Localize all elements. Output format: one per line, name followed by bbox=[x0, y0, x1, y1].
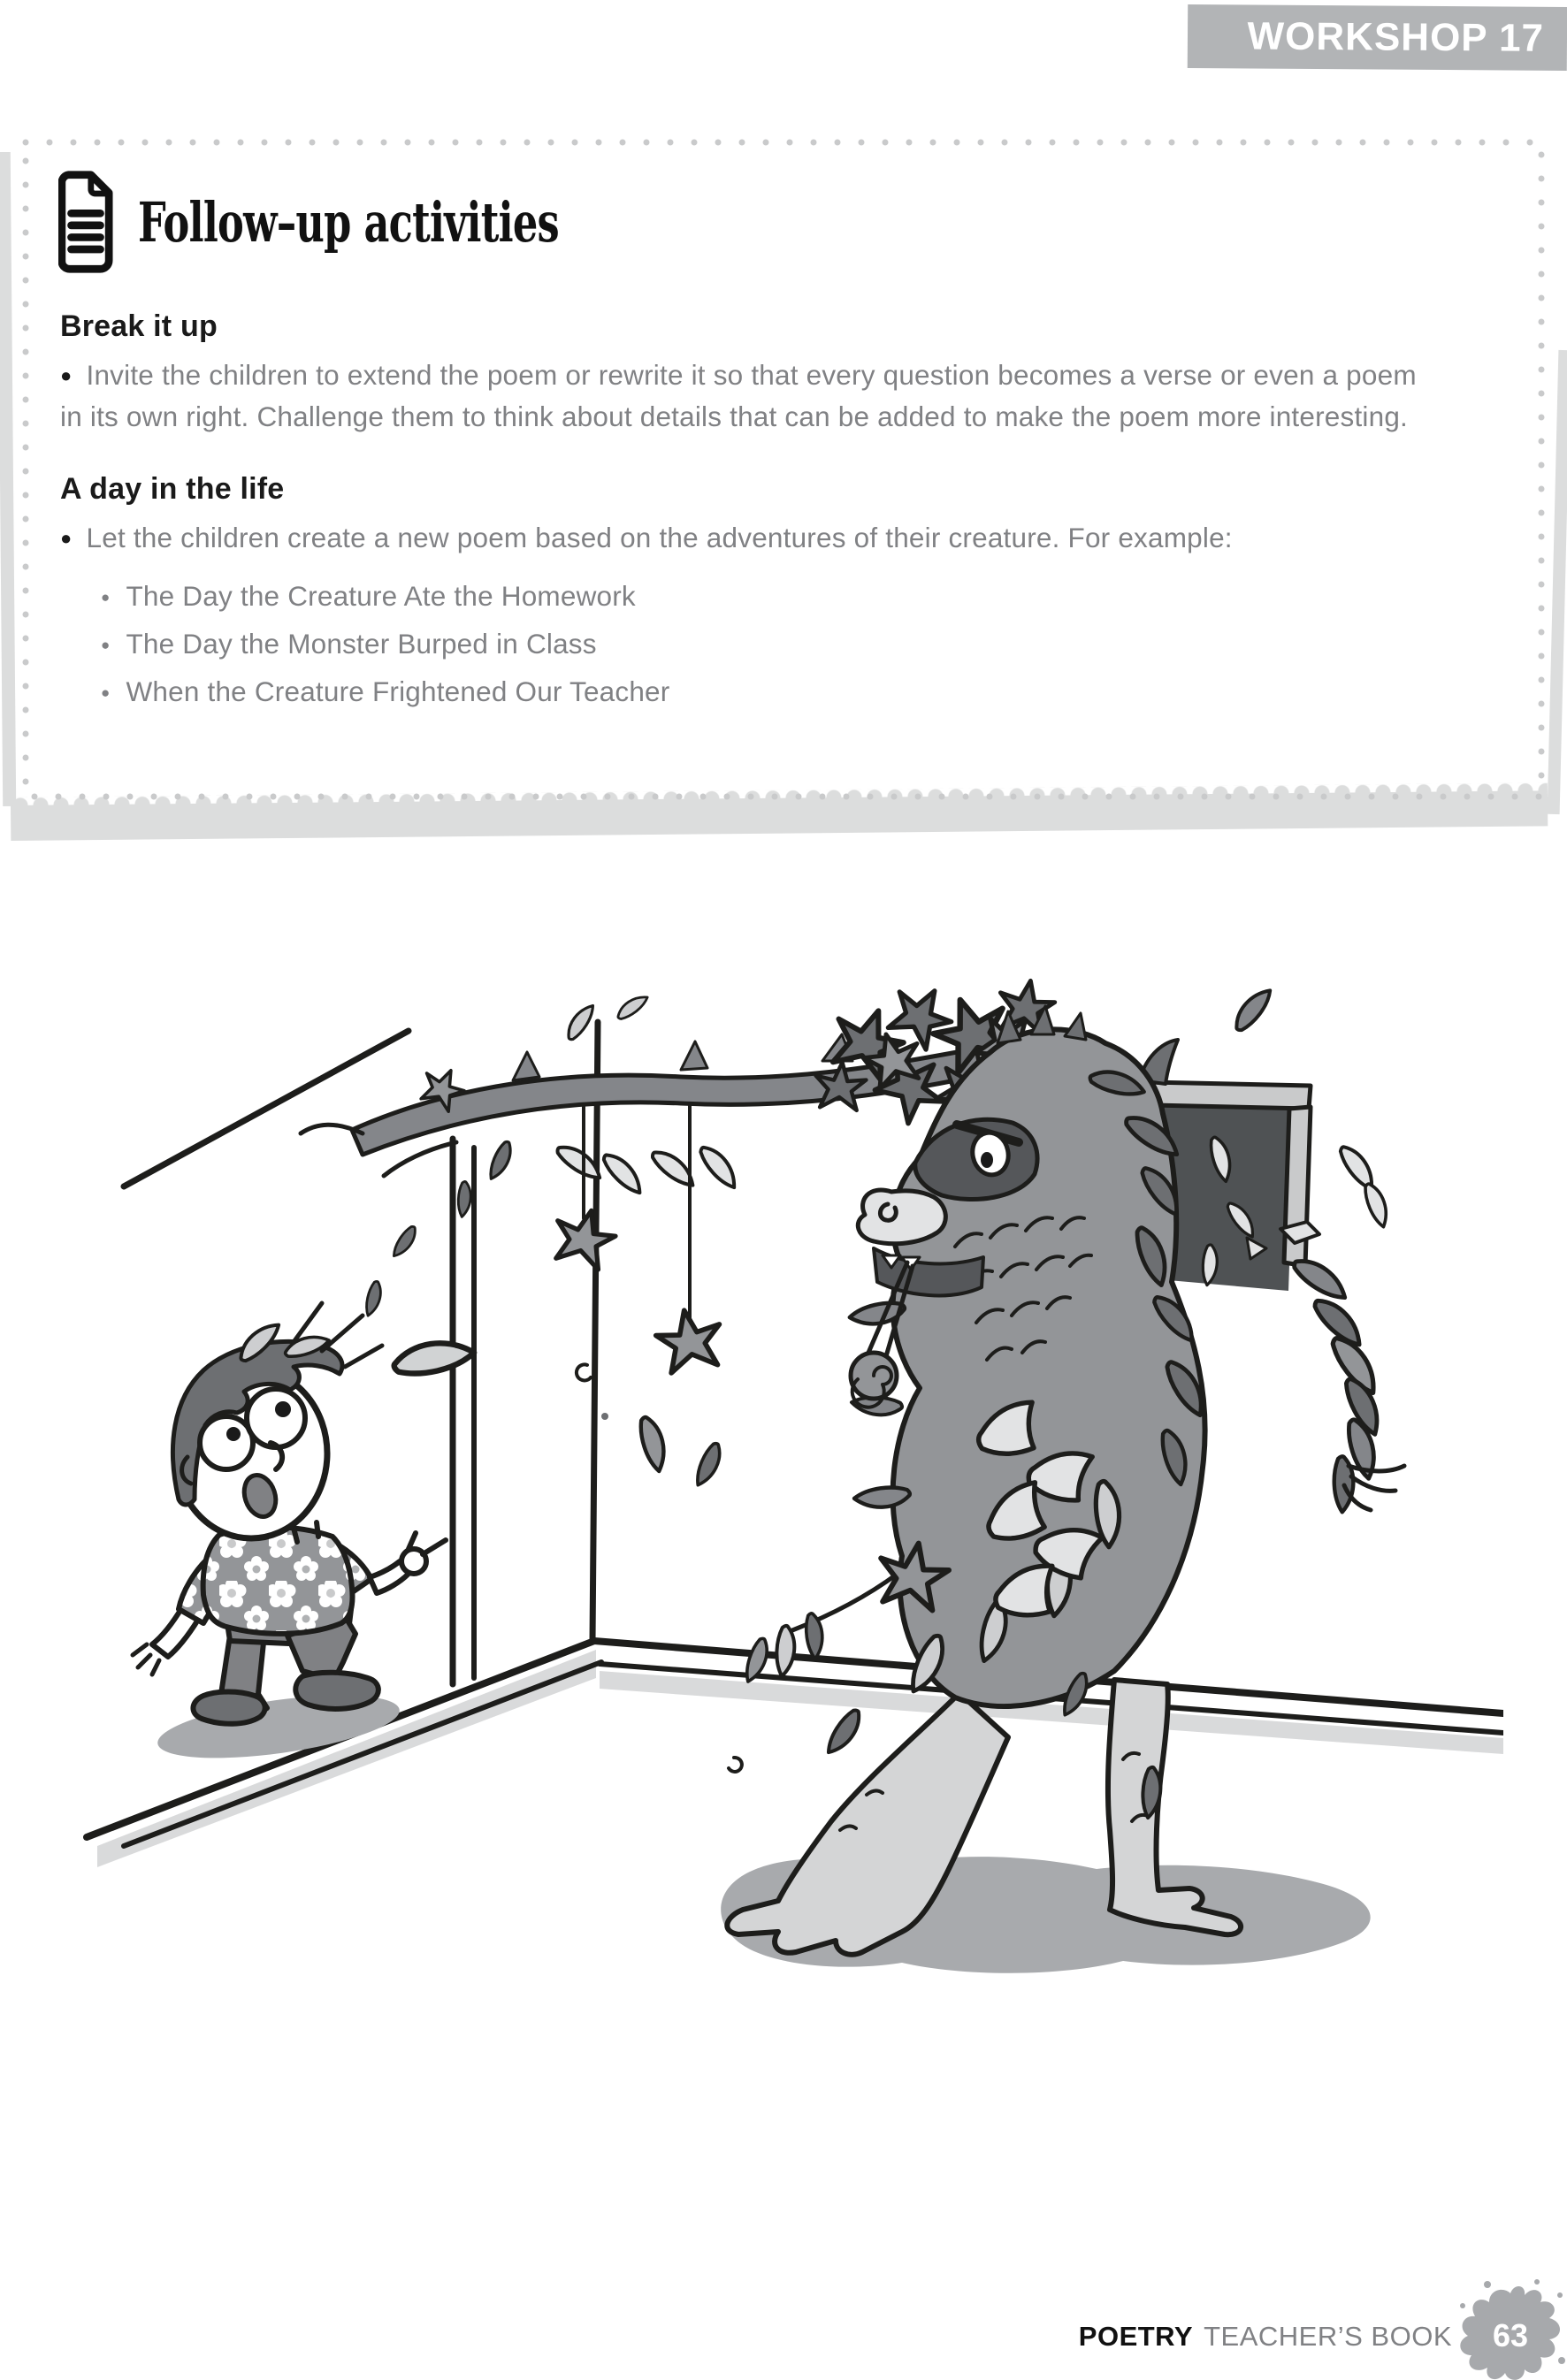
section-bullet-text: Invite the children to extend the poem or rewrite it so that every question becomes a verse or even a poem in its own right. Challenge them to think about details that can be added to make the poem more interesting. bbox=[60, 359, 1417, 432]
panel-title-row bbox=[58, 170, 1509, 274]
torn-edge-right bbox=[1548, 350, 1567, 814]
torn-edge-left bbox=[0, 152, 16, 806]
section-text-break-it-up bbox=[60, 355, 1440, 437]
workshop-banner bbox=[1188, 4, 1567, 71]
torn-edge-bottom bbox=[11, 790, 1548, 841]
list-item: ● The Day the Creature Ate the Homework bbox=[101, 573, 1509, 621]
document-icon bbox=[58, 170, 113, 274]
panel-title: Follow–up activities bbox=[138, 189, 559, 255]
workshop-banner-label: WORKSHOP 17 bbox=[1247, 14, 1545, 60]
footer-book-label: TEACHER’S BOOK bbox=[1204, 2321, 1452, 2352]
footer-series-label: POETRY bbox=[1078, 2321, 1194, 2352]
section-text-a-day-in-the-life bbox=[60, 517, 1440, 559]
illustration-creature-scene bbox=[71, 937, 1503, 2069]
activities-panel bbox=[9, 129, 1558, 810]
example-title-list bbox=[101, 573, 1509, 716]
list-item: ● The Day the Monster Burped in Class bbox=[101, 621, 1509, 668]
section-bullet-text: Let the children create a new poem based on the adventures of their creature. For example: bbox=[86, 522, 1233, 553]
section-heading-a-day-in-the-life: A day in the life bbox=[60, 472, 285, 506]
list-item: ● When the Creature Frightened Our Teacher bbox=[101, 668, 1509, 716]
panel-content bbox=[55, 163, 1509, 716]
page-number: 63 bbox=[1492, 2317, 1529, 2353]
footer bbox=[1079, 2321, 1452, 2353]
page-number-splat bbox=[1456, 2279, 1565, 2380]
section-heading-break-it-up: Break it up bbox=[60, 309, 218, 343]
